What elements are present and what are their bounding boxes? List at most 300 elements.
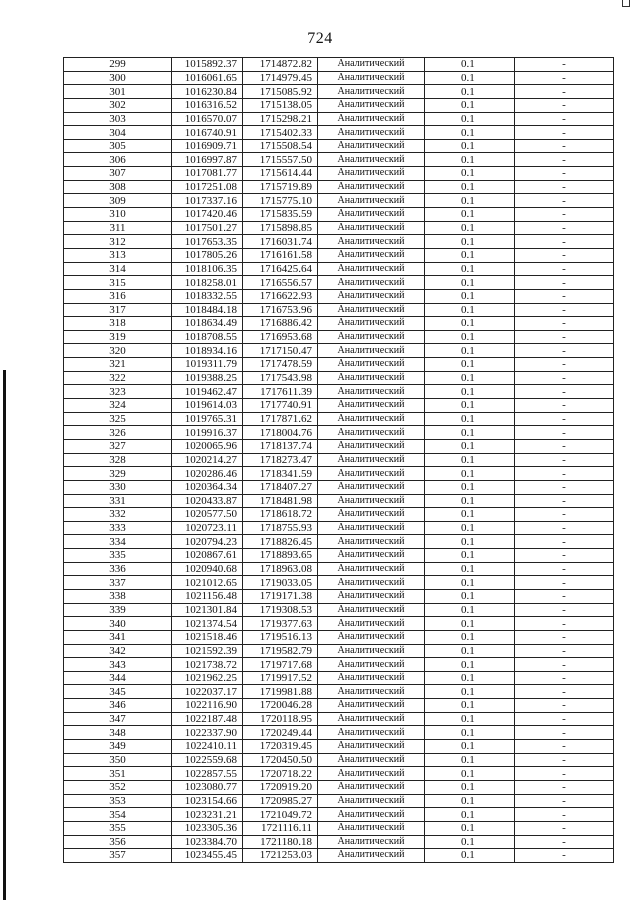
y-coordinate-cell: 1715898.85 bbox=[243, 221, 318, 235]
x-coordinate-cell: 1020723.11 bbox=[172, 521, 243, 535]
table-row bbox=[64, 549, 614, 563]
method-cell: Аналитический bbox=[318, 139, 425, 153]
point-number-cell: 340 bbox=[64, 617, 172, 631]
x-coordinate-cell: 1016570.07 bbox=[172, 112, 243, 126]
y-coordinate-cell: 1716556.57 bbox=[243, 276, 318, 290]
table-row bbox=[64, 289, 614, 303]
note-cell: - bbox=[515, 658, 614, 672]
method-cell: Аналитический bbox=[318, 794, 425, 808]
point-number-cell: 335 bbox=[64, 549, 172, 563]
note-cell: - bbox=[515, 303, 614, 317]
table-row bbox=[64, 589, 614, 603]
accuracy-cell: 0.1 bbox=[425, 576, 515, 590]
accuracy-cell: 0.1 bbox=[425, 58, 515, 72]
note-cell: - bbox=[515, 549, 614, 563]
note-cell: - bbox=[515, 767, 614, 781]
note-cell: - bbox=[515, 153, 614, 167]
accuracy-cell: 0.1 bbox=[425, 453, 515, 467]
note-cell: - bbox=[515, 699, 614, 713]
point-number-cell: 316 bbox=[64, 289, 172, 303]
accuracy-cell: 0.1 bbox=[425, 399, 515, 413]
point-number-cell: 318 bbox=[64, 317, 172, 331]
y-coordinate-cell: 1720450.50 bbox=[243, 753, 318, 767]
point-number-cell: 336 bbox=[64, 562, 172, 576]
method-cell: Аналитический bbox=[318, 630, 425, 644]
table-row bbox=[64, 699, 614, 713]
y-coordinate-cell: 1719717.68 bbox=[243, 658, 318, 672]
x-coordinate-cell: 1022187.48 bbox=[172, 712, 243, 726]
method-cell: Аналитический bbox=[318, 330, 425, 344]
y-coordinate-cell: 1720985.27 bbox=[243, 794, 318, 808]
y-coordinate-cell: 1715138.05 bbox=[243, 98, 318, 112]
method-cell: Аналитический bbox=[318, 699, 425, 713]
point-number-cell: 302 bbox=[64, 98, 172, 112]
note-cell: - bbox=[515, 740, 614, 754]
note-cell: - bbox=[515, 453, 614, 467]
point-number-cell: 345 bbox=[64, 685, 172, 699]
accuracy-cell: 0.1 bbox=[425, 344, 515, 358]
y-coordinate-cell: 1719171.38 bbox=[243, 589, 318, 603]
point-number-cell: 334 bbox=[64, 535, 172, 549]
point-number-cell: 313 bbox=[64, 248, 172, 262]
table-row bbox=[64, 85, 614, 99]
accuracy-cell: 0.1 bbox=[425, 726, 515, 740]
note-cell: - bbox=[515, 617, 614, 631]
x-coordinate-cell: 1021592.39 bbox=[172, 644, 243, 658]
x-coordinate-cell: 1019462.47 bbox=[172, 385, 243, 399]
x-coordinate-cell: 1023455.45 bbox=[172, 849, 243, 863]
accuracy-cell: 0.1 bbox=[425, 767, 515, 781]
method-cell: Аналитический bbox=[318, 740, 425, 754]
point-number-cell: 300 bbox=[64, 71, 172, 85]
method-cell: Аналитический bbox=[318, 835, 425, 849]
x-coordinate-cell: 1018332.55 bbox=[172, 289, 243, 303]
y-coordinate-cell: 1719308.53 bbox=[243, 603, 318, 617]
x-coordinate-cell: 1016909.71 bbox=[172, 139, 243, 153]
point-number-cell: 351 bbox=[64, 767, 172, 781]
accuracy-cell: 0.1 bbox=[425, 617, 515, 631]
accuracy-cell: 0.1 bbox=[425, 589, 515, 603]
accuracy-cell: 0.1 bbox=[425, 330, 515, 344]
method-cell: Аналитический bbox=[318, 535, 425, 549]
note-cell: - bbox=[515, 535, 614, 549]
method-cell: Аналитический bbox=[318, 521, 425, 535]
accuracy-cell: 0.1 bbox=[425, 71, 515, 85]
accuracy-cell: 0.1 bbox=[425, 358, 515, 372]
accuracy-cell: 0.1 bbox=[425, 835, 515, 849]
table-row bbox=[64, 412, 614, 426]
table-row bbox=[64, 494, 614, 508]
x-coordinate-cell: 1019614.03 bbox=[172, 399, 243, 413]
point-number-cell: 342 bbox=[64, 644, 172, 658]
table-row bbox=[64, 426, 614, 440]
point-number-cell: 315 bbox=[64, 276, 172, 290]
accuracy-cell: 0.1 bbox=[425, 521, 515, 535]
y-coordinate-cell: 1715402.33 bbox=[243, 126, 318, 140]
point-number-cell: 343 bbox=[64, 658, 172, 672]
method-cell: Аналитический bbox=[318, 658, 425, 672]
method-cell: Аналитический bbox=[318, 180, 425, 194]
table-row bbox=[64, 303, 614, 317]
point-number-cell: 299 bbox=[64, 58, 172, 72]
point-number-cell: 352 bbox=[64, 780, 172, 794]
method-cell: Аналитический bbox=[318, 821, 425, 835]
table-row bbox=[64, 221, 614, 235]
y-coordinate-cell: 1721049.72 bbox=[243, 808, 318, 822]
table-row bbox=[64, 740, 614, 754]
y-coordinate-cell: 1718273.47 bbox=[243, 453, 318, 467]
y-coordinate-cell: 1716886.42 bbox=[243, 317, 318, 331]
y-coordinate-cell: 1716622.93 bbox=[243, 289, 318, 303]
x-coordinate-cell: 1016230.84 bbox=[172, 85, 243, 99]
note-cell: - bbox=[515, 235, 614, 249]
note-cell: - bbox=[515, 330, 614, 344]
x-coordinate-cell: 1020214.27 bbox=[172, 453, 243, 467]
x-coordinate-cell: 1021738.72 bbox=[172, 658, 243, 672]
accuracy-cell: 0.1 bbox=[425, 385, 515, 399]
point-number-cell: 317 bbox=[64, 303, 172, 317]
table-row bbox=[64, 821, 614, 835]
y-coordinate-cell: 1715835.59 bbox=[243, 208, 318, 222]
y-coordinate-cell: 1716753.96 bbox=[243, 303, 318, 317]
y-coordinate-cell: 1718407.27 bbox=[243, 480, 318, 494]
point-number-cell: 325 bbox=[64, 412, 172, 426]
accuracy-cell: 0.1 bbox=[425, 371, 515, 385]
note-cell: - bbox=[515, 644, 614, 658]
method-cell: Аналитический bbox=[318, 726, 425, 740]
table-row bbox=[64, 535, 614, 549]
note-cell: - bbox=[515, 276, 614, 290]
accuracy-cell: 0.1 bbox=[425, 699, 515, 713]
table-row bbox=[64, 794, 614, 808]
method-cell: Аналитический bbox=[318, 576, 425, 590]
note-cell: - bbox=[515, 371, 614, 385]
table-row bbox=[64, 71, 614, 85]
x-coordinate-cell: 1021374.54 bbox=[172, 617, 243, 631]
accuracy-cell: 0.1 bbox=[425, 508, 515, 522]
y-coordinate-cell: 1716031.74 bbox=[243, 235, 318, 249]
table-row bbox=[64, 576, 614, 590]
accuracy-cell: 0.1 bbox=[425, 303, 515, 317]
table-row bbox=[64, 167, 614, 181]
table-row bbox=[64, 112, 614, 126]
coordinates-table-body bbox=[64, 58, 614, 863]
point-number-cell: 356 bbox=[64, 835, 172, 849]
y-coordinate-cell: 1718755.93 bbox=[243, 521, 318, 535]
x-coordinate-cell: 1019765.31 bbox=[172, 412, 243, 426]
x-coordinate-cell: 1021156.48 bbox=[172, 589, 243, 603]
method-cell: Аналитический bbox=[318, 712, 425, 726]
table-row bbox=[64, 712, 614, 726]
y-coordinate-cell: 1715557.50 bbox=[243, 153, 318, 167]
x-coordinate-cell: 1017081.77 bbox=[172, 167, 243, 181]
note-cell: - bbox=[515, 194, 614, 208]
y-coordinate-cell: 1715719.89 bbox=[243, 180, 318, 194]
scan-corner-mark bbox=[622, 0, 630, 7]
table-row bbox=[64, 658, 614, 672]
note-cell: - bbox=[515, 98, 614, 112]
note-cell: - bbox=[515, 344, 614, 358]
accuracy-cell: 0.1 bbox=[425, 439, 515, 453]
table-row bbox=[64, 453, 614, 467]
point-number-cell: 331 bbox=[64, 494, 172, 508]
accuracy-cell: 0.1 bbox=[425, 262, 515, 276]
point-number-cell: 333 bbox=[64, 521, 172, 535]
accuracy-cell: 0.1 bbox=[425, 753, 515, 767]
accuracy-cell: 0.1 bbox=[425, 412, 515, 426]
table-row bbox=[64, 371, 614, 385]
method-cell: Аналитический bbox=[318, 617, 425, 631]
table-row bbox=[64, 808, 614, 822]
point-number-cell: 337 bbox=[64, 576, 172, 590]
y-coordinate-cell: 1717871.62 bbox=[243, 412, 318, 426]
table-row bbox=[64, 194, 614, 208]
x-coordinate-cell: 1023231.21 bbox=[172, 808, 243, 822]
accuracy-cell: 0.1 bbox=[425, 821, 515, 835]
point-number-cell: 353 bbox=[64, 794, 172, 808]
method-cell: Аналитический bbox=[318, 439, 425, 453]
x-coordinate-cell: 1020286.46 bbox=[172, 467, 243, 481]
accuracy-cell: 0.1 bbox=[425, 248, 515, 262]
note-cell: - bbox=[515, 208, 614, 222]
y-coordinate-cell: 1714979.45 bbox=[243, 71, 318, 85]
y-coordinate-cell: 1715775.10 bbox=[243, 194, 318, 208]
method-cell: Аналитический bbox=[318, 71, 425, 85]
method-cell: Аналитический bbox=[318, 849, 425, 863]
x-coordinate-cell: 1022410.11 bbox=[172, 740, 243, 754]
accuracy-cell: 0.1 bbox=[425, 849, 515, 863]
method-cell: Аналитический bbox=[318, 426, 425, 440]
note-cell: - bbox=[515, 85, 614, 99]
point-number-cell: 303 bbox=[64, 112, 172, 126]
point-number-cell: 307 bbox=[64, 167, 172, 181]
table-row bbox=[64, 644, 614, 658]
note-cell: - bbox=[515, 849, 614, 863]
point-number-cell: 330 bbox=[64, 480, 172, 494]
accuracy-cell: 0.1 bbox=[425, 126, 515, 140]
note-cell: - bbox=[515, 126, 614, 140]
table-row bbox=[64, 521, 614, 535]
x-coordinate-cell: 1022337.90 bbox=[172, 726, 243, 740]
y-coordinate-cell: 1719582.79 bbox=[243, 644, 318, 658]
y-coordinate-cell: 1714872.82 bbox=[243, 58, 318, 72]
point-number-cell: 346 bbox=[64, 699, 172, 713]
x-coordinate-cell: 1018708.55 bbox=[172, 330, 243, 344]
x-coordinate-cell: 1018634.49 bbox=[172, 317, 243, 331]
point-number-cell: 320 bbox=[64, 344, 172, 358]
accuracy-cell: 0.1 bbox=[425, 180, 515, 194]
point-number-cell: 341 bbox=[64, 630, 172, 644]
point-number-cell: 322 bbox=[64, 371, 172, 385]
method-cell: Аналитический bbox=[318, 549, 425, 563]
note-cell: - bbox=[515, 426, 614, 440]
y-coordinate-cell: 1715614.44 bbox=[243, 167, 318, 181]
y-coordinate-cell: 1720319.45 bbox=[243, 740, 318, 754]
note-cell: - bbox=[515, 139, 614, 153]
method-cell: Аналитический bbox=[318, 753, 425, 767]
x-coordinate-cell: 1020867.61 bbox=[172, 549, 243, 563]
table-row bbox=[64, 153, 614, 167]
table-row bbox=[64, 208, 614, 222]
method-cell: Аналитический bbox=[318, 303, 425, 317]
method-cell: Аналитический bbox=[318, 58, 425, 72]
x-coordinate-cell: 1018484.18 bbox=[172, 303, 243, 317]
accuracy-cell: 0.1 bbox=[425, 549, 515, 563]
table-row bbox=[64, 98, 614, 112]
method-cell: Аналитический bbox=[318, 453, 425, 467]
point-number-cell: 332 bbox=[64, 508, 172, 522]
accuracy-cell: 0.1 bbox=[425, 317, 515, 331]
method-cell: Аналитический bbox=[318, 467, 425, 481]
method-cell: Аналитический bbox=[318, 85, 425, 99]
x-coordinate-cell: 1022857.55 bbox=[172, 767, 243, 781]
accuracy-cell: 0.1 bbox=[425, 603, 515, 617]
method-cell: Аналитический bbox=[318, 603, 425, 617]
method-cell: Аналитический bbox=[318, 808, 425, 822]
method-cell: Аналитический bbox=[318, 385, 425, 399]
point-number-cell: 324 bbox=[64, 399, 172, 413]
x-coordinate-cell: 1017653.35 bbox=[172, 235, 243, 249]
note-cell: - bbox=[515, 439, 614, 453]
y-coordinate-cell: 1719917.52 bbox=[243, 671, 318, 685]
note-cell: - bbox=[515, 289, 614, 303]
x-coordinate-cell: 1023384.70 bbox=[172, 835, 243, 849]
note-cell: - bbox=[515, 562, 614, 576]
method-cell: Аналитический bbox=[318, 262, 425, 276]
y-coordinate-cell: 1721253.03 bbox=[243, 849, 318, 863]
x-coordinate-cell: 1023154.66 bbox=[172, 794, 243, 808]
method-cell: Аналитический bbox=[318, 276, 425, 290]
method-cell: Аналитический bbox=[318, 685, 425, 699]
table-row bbox=[64, 58, 614, 72]
table-row bbox=[64, 439, 614, 453]
method-cell: Аналитический bbox=[318, 412, 425, 426]
point-number-cell: 323 bbox=[64, 385, 172, 399]
point-number-cell: 311 bbox=[64, 221, 172, 235]
accuracy-cell: 0.1 bbox=[425, 685, 515, 699]
y-coordinate-cell: 1720718.22 bbox=[243, 767, 318, 781]
note-cell: - bbox=[515, 821, 614, 835]
note-cell: - bbox=[515, 671, 614, 685]
accuracy-cell: 0.1 bbox=[425, 644, 515, 658]
note-cell: - bbox=[515, 835, 614, 849]
method-cell: Аналитический bbox=[318, 508, 425, 522]
page-number: 724 bbox=[307, 30, 333, 47]
x-coordinate-cell: 1017251.08 bbox=[172, 180, 243, 194]
point-number-cell: 349 bbox=[64, 740, 172, 754]
accuracy-cell: 0.1 bbox=[425, 235, 515, 249]
x-coordinate-cell: 1017420.46 bbox=[172, 208, 243, 222]
method-cell: Аналитический bbox=[318, 371, 425, 385]
y-coordinate-cell: 1717478.59 bbox=[243, 358, 318, 372]
point-number-cell: 339 bbox=[64, 603, 172, 617]
x-coordinate-cell: 1019311.79 bbox=[172, 358, 243, 372]
accuracy-cell: 0.1 bbox=[425, 98, 515, 112]
x-coordinate-cell: 1022559.68 bbox=[172, 753, 243, 767]
x-coordinate-cell: 1017337.16 bbox=[172, 194, 243, 208]
y-coordinate-cell: 1718963.08 bbox=[243, 562, 318, 576]
note-cell: - bbox=[515, 467, 614, 481]
y-coordinate-cell: 1720919.20 bbox=[243, 780, 318, 794]
note-cell: - bbox=[515, 630, 614, 644]
accuracy-cell: 0.1 bbox=[425, 221, 515, 235]
x-coordinate-cell: 1023080.77 bbox=[172, 780, 243, 794]
table-row bbox=[64, 399, 614, 413]
x-coordinate-cell: 1019388.25 bbox=[172, 371, 243, 385]
note-cell: - bbox=[515, 71, 614, 85]
table-row bbox=[64, 849, 614, 863]
table-row bbox=[64, 248, 614, 262]
point-number-cell: 310 bbox=[64, 208, 172, 222]
accuracy-cell: 0.1 bbox=[425, 494, 515, 508]
note-cell: - bbox=[515, 248, 614, 262]
table-row bbox=[64, 385, 614, 399]
table-row bbox=[64, 480, 614, 494]
y-coordinate-cell: 1720118.95 bbox=[243, 712, 318, 726]
x-coordinate-cell: 1019916.37 bbox=[172, 426, 243, 440]
method-cell: Аналитический bbox=[318, 112, 425, 126]
point-number-cell: 321 bbox=[64, 358, 172, 372]
x-coordinate-cell: 1020364.34 bbox=[172, 480, 243, 494]
x-coordinate-cell: 1021962.25 bbox=[172, 671, 243, 685]
accuracy-cell: 0.1 bbox=[425, 535, 515, 549]
table-row bbox=[64, 835, 614, 849]
method-cell: Аналитический bbox=[318, 494, 425, 508]
note-cell: - bbox=[515, 399, 614, 413]
point-number-cell: 326 bbox=[64, 426, 172, 440]
scan-margin-bar bbox=[3, 370, 6, 900]
method-cell: Аналитический bbox=[318, 358, 425, 372]
point-number-cell: 306 bbox=[64, 153, 172, 167]
point-number-cell: 357 bbox=[64, 849, 172, 863]
accuracy-cell: 0.1 bbox=[425, 480, 515, 494]
note-cell: - bbox=[515, 712, 614, 726]
note-cell: - bbox=[515, 480, 614, 494]
table-row bbox=[64, 753, 614, 767]
x-coordinate-cell: 1016316.52 bbox=[172, 98, 243, 112]
table-row bbox=[64, 617, 614, 631]
table-row bbox=[64, 671, 614, 685]
note-cell: - bbox=[515, 385, 614, 399]
point-number-cell: 348 bbox=[64, 726, 172, 740]
table-row bbox=[64, 317, 614, 331]
table-row bbox=[64, 780, 614, 794]
table-row bbox=[64, 276, 614, 290]
point-number-cell: 314 bbox=[64, 262, 172, 276]
table-row bbox=[64, 562, 614, 576]
x-coordinate-cell: 1020065.96 bbox=[172, 439, 243, 453]
method-cell: Аналитический bbox=[318, 780, 425, 794]
method-cell: Аналитический bbox=[318, 221, 425, 235]
note-cell: - bbox=[515, 726, 614, 740]
table-row bbox=[64, 767, 614, 781]
y-coordinate-cell: 1718618.72 bbox=[243, 508, 318, 522]
accuracy-cell: 0.1 bbox=[425, 658, 515, 672]
point-number-cell: 329 bbox=[64, 467, 172, 481]
note-cell: - bbox=[515, 412, 614, 426]
x-coordinate-cell: 1020794.23 bbox=[172, 535, 243, 549]
point-number-cell: 308 bbox=[64, 180, 172, 194]
accuracy-cell: 0.1 bbox=[425, 112, 515, 126]
y-coordinate-cell: 1718893.65 bbox=[243, 549, 318, 563]
y-coordinate-cell: 1718137.74 bbox=[243, 439, 318, 453]
accuracy-cell: 0.1 bbox=[425, 794, 515, 808]
x-coordinate-cell: 1016740.91 bbox=[172, 126, 243, 140]
accuracy-cell: 0.1 bbox=[425, 85, 515, 99]
method-cell: Аналитический bbox=[318, 248, 425, 262]
x-coordinate-cell: 1018258.01 bbox=[172, 276, 243, 290]
table-row bbox=[64, 330, 614, 344]
